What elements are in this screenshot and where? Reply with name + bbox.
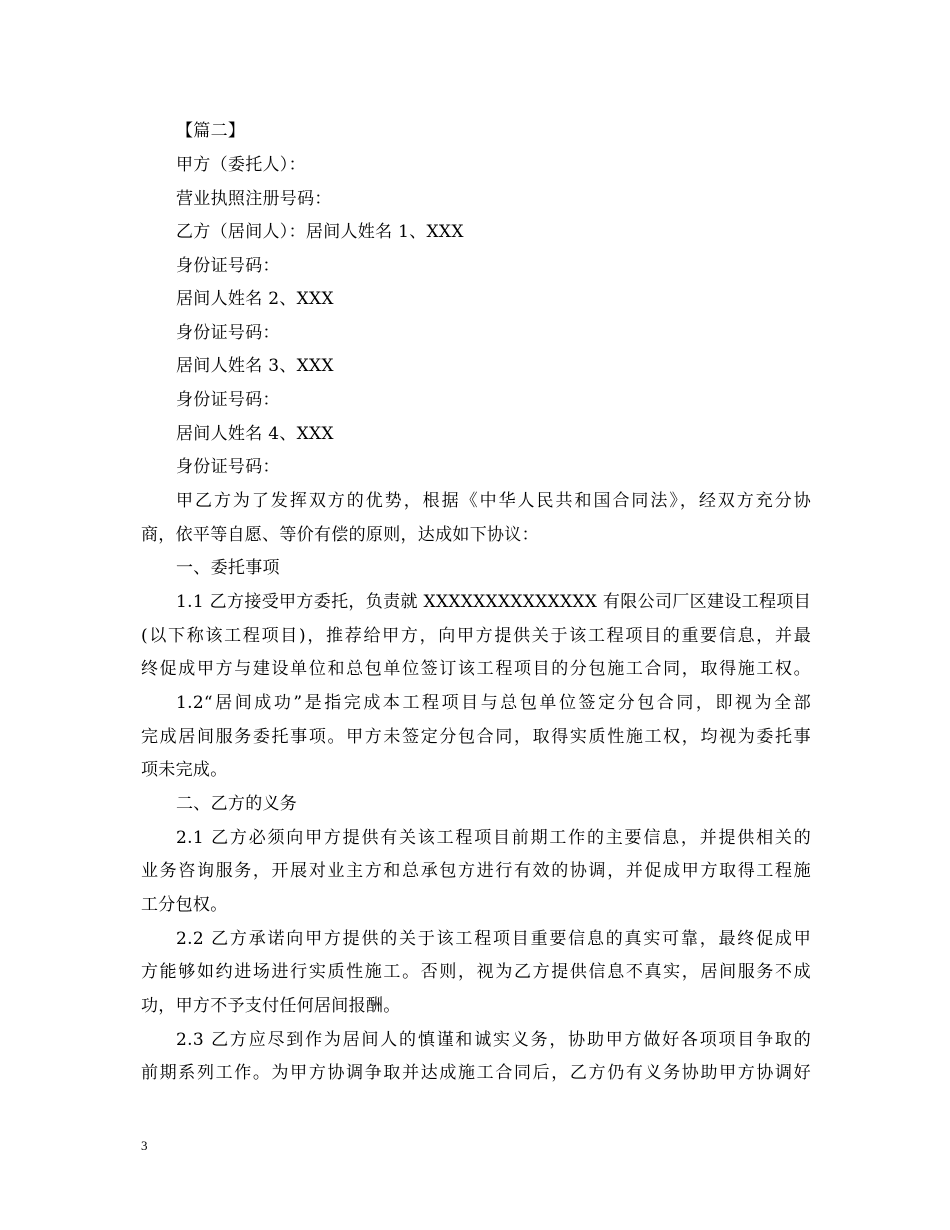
paragraph-line: 前期系列工作。为甲方协调争取并达成施工合同后，乙方仍有义务协助甲方协调好 (141, 1063, 811, 1083)
text-line: 甲方（委托人）： (176, 155, 306, 175)
text-line: 居间人姓名 2、XXX (176, 289, 334, 309)
paragraph-line: 工分包权。 (141, 895, 228, 915)
text-line: 身份证号码： (176, 457, 280, 477)
text-line: 居间人姓名 3、XXX (176, 356, 334, 376)
paragraph-line: 完成居间服务委托事项。甲方未签定分包合同，取得实质性施工权，均视为委托事 (141, 727, 811, 747)
paragraph-line: 甲乙方为了发挥双方的优势，根据《中华人民共和国合同法》，经双方充分协 (176, 491, 811, 511)
text-line: 身份证号码： (176, 390, 280, 410)
paragraph-line: 终促成甲方与建设单位和总包单位签订该工程项目的分包施工合同，取得施工权。 (141, 659, 811, 679)
text-line: 乙方（居间人）：居间人姓名 1、XXX (176, 222, 464, 242)
paragraph-line: 2.2 乙方承诺向甲方提供的关于该工程项目重要信息的真实可靠，最终促成甲 (176, 929, 811, 949)
paragraph-line: 方能够如约进场进行实质性施工。否则，视为乙方提供信息不真实，居间服务不成 (141, 962, 811, 982)
paragraph-line: 2.1 乙方必须向甲方提供有关该工程项目前期工作的主要信息，并提供相关的 (176, 828, 811, 848)
page-number: 3 (141, 1138, 148, 1153)
paragraph-line: 1.1 乙方接受甲方委托，负责就 XXXXXXXXXXXXXX 有限公司厂区建设工程项目 (176, 592, 811, 612)
paragraph-line: 功，甲方不予支付任何居间报酬。 (141, 996, 401, 1016)
text-line: 身份证号码： (176, 256, 280, 276)
section-heading: 【篇二】 (176, 121, 246, 141)
text-line: 身份证号码： (176, 323, 280, 343)
text-line: 居间人姓名 4、XXX (176, 424, 334, 444)
text-line: 营业执照注册号码： (176, 189, 332, 209)
paragraph-line: 业务咨询服务，开展对业主方和总承包方进行有效的协调，并促成甲方取得工程施 (141, 861, 811, 881)
paragraph-line: 2.3 乙方应尽到作为居间人的慎谨和诚实义务，协助甲方做好各项项目争取的 (176, 1030, 811, 1050)
paragraph-line: 项未完成。 (141, 760, 228, 780)
section-heading: 一、委托事项 (176, 558, 280, 578)
paragraph-line: (以下称该工程项目)，推荐给甲方，向甲方提供关于该工程项目的重要信息，并最 (141, 626, 811, 646)
section-heading: 二、乙方的义务 (176, 794, 298, 814)
paragraph-line: 1.2“居间成功”是指完成本工程项目与总包单位签定分包合同，即视为全部 (176, 693, 811, 713)
paragraph-line: 商，依平等自愿、等价有偿的原则，达成如下协议： (141, 525, 539, 545)
